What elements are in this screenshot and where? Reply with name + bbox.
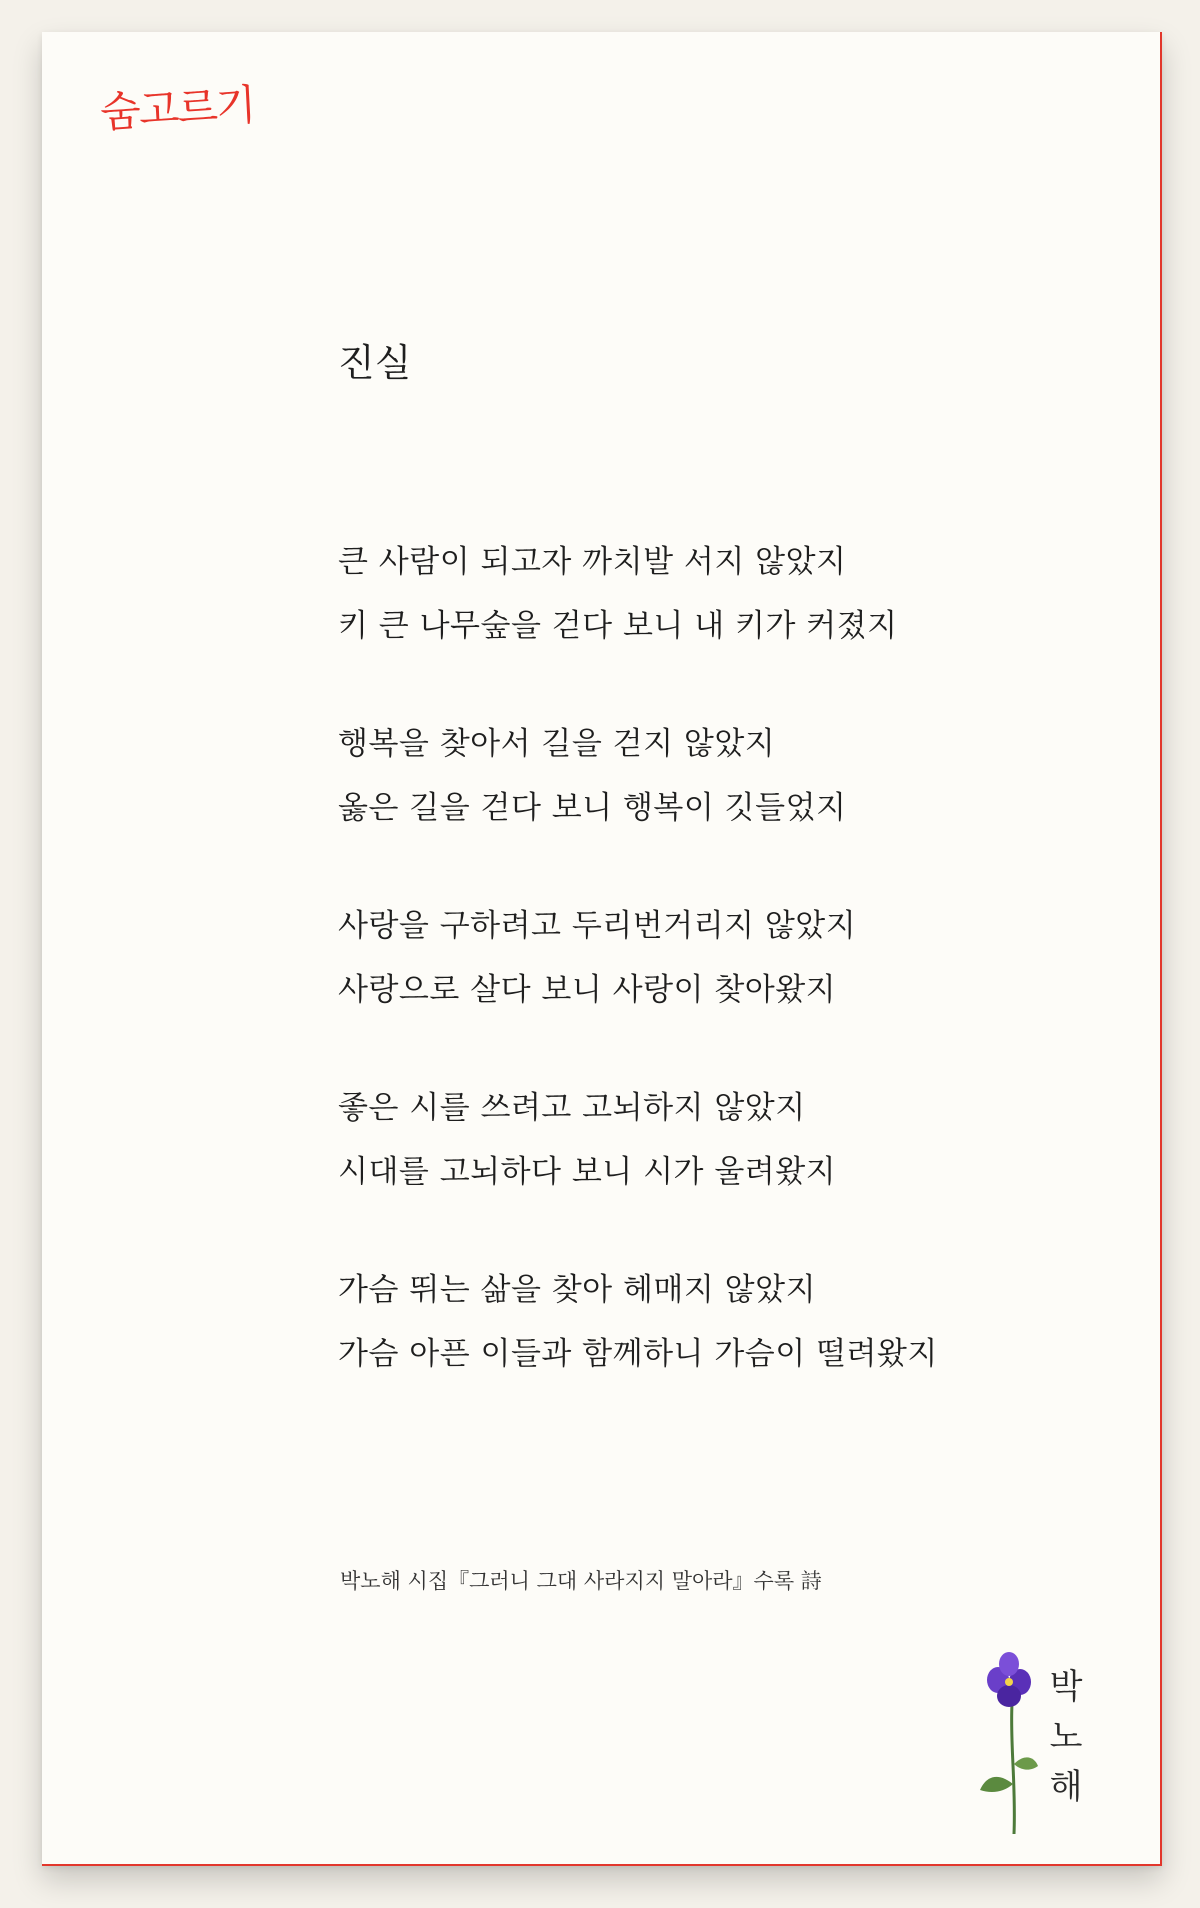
stanza bbox=[338, 894, 1058, 1022]
stanza bbox=[338, 712, 1058, 840]
stanza bbox=[338, 1258, 1058, 1386]
poem-line: 큰 사람이 되고자 까치발 서지 않았지 bbox=[338, 544, 847, 580]
violet-flower-icon bbox=[976, 1644, 1046, 1844]
source-citation: 박노해 시집『그러니 그대 사라지지 말아라』수록 詩 bbox=[340, 1569, 822, 1593]
poem-card bbox=[42, 32, 1162, 1866]
signature-text bbox=[1044, 1662, 1088, 1812]
poem-line: 시대를 고뇌하다 보니 시가 울려왔지 bbox=[338, 1154, 837, 1190]
poem-line: 행복을 찾아서 길을 걷지 않았지 bbox=[338, 726, 776, 762]
author-signature bbox=[976, 1644, 1106, 1844]
stanza bbox=[338, 530, 1058, 658]
poem-line: 옳은 길을 걷다 보니 행복이 깃들었지 bbox=[338, 790, 847, 826]
signature-char: 노 bbox=[1049, 1717, 1083, 1757]
signature-char: 박 bbox=[1049, 1667, 1083, 1707]
poem-body bbox=[338, 530, 1058, 1440]
signature-char: 해 bbox=[1049, 1767, 1083, 1807]
poem-line: 사랑을 구하려고 두리번거리지 않았지 bbox=[338, 908, 857, 944]
poem-title: 진실 bbox=[338, 341, 412, 385]
poem-line: 가슴 아픈 이들과 함께하니 가슴이 떨려왔지 bbox=[338, 1336, 938, 1372]
poem-line: 좋은 시를 쓰려고 고뇌하지 않았지 bbox=[338, 1090, 806, 1126]
poem-line: 사랑으로 살다 보니 사랑이 찾아왔지 bbox=[338, 972, 837, 1008]
stanza bbox=[338, 1076, 1058, 1204]
poem-line: 가슴 뛰는 삶을 찾아 헤매지 않았지 bbox=[338, 1272, 817, 1308]
poem-line: 키 큰 나무숲을 걷다 보니 내 키가 커졌지 bbox=[338, 608, 898, 644]
brand-logo: 숨고르기 bbox=[98, 79, 256, 138]
